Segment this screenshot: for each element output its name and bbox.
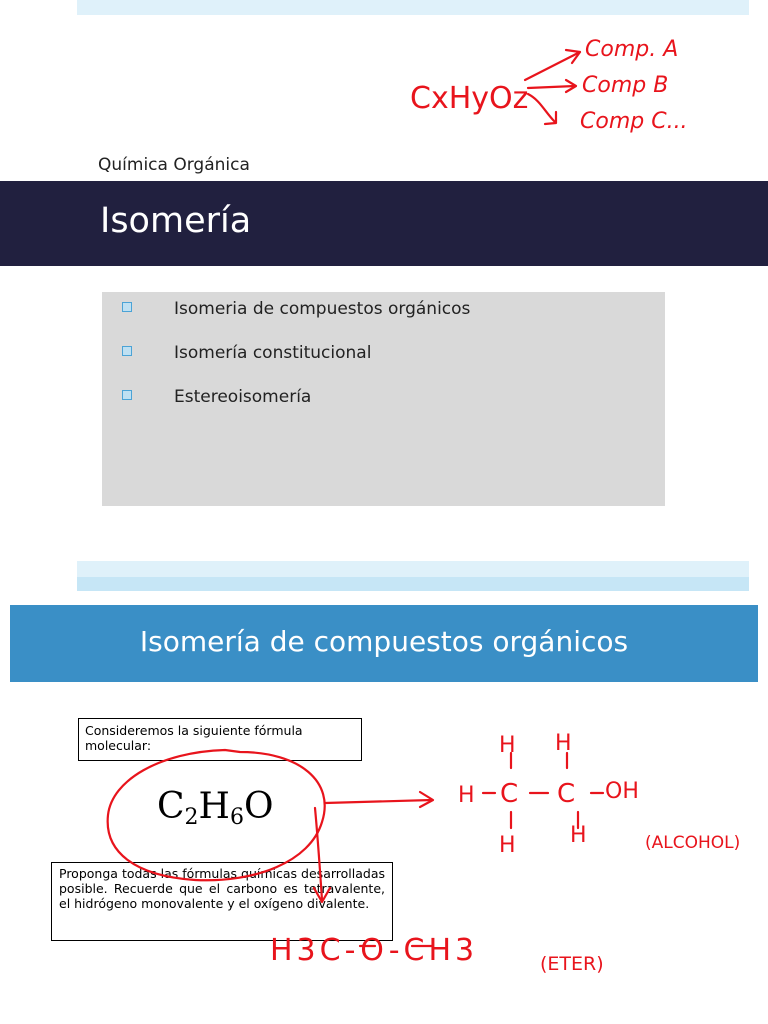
ink-arrow: [528, 86, 575, 88]
agenda-item: [102, 296, 665, 320]
formula-element: H: [198, 786, 230, 827]
intro-textbox: Consideremos la siguiente fórmula molecular:: [78, 718, 362, 761]
slide2-title-bar: [10, 605, 758, 682]
slide2-title: Isomería de compuestos orgánicos: [139, 625, 629, 658]
ink-atom-c: C: [557, 779, 576, 809]
slide1-title-bar: [0, 181, 768, 266]
ink-formula-cxhyoz: CxHyOz: [410, 81, 529, 116]
agenda-item-label: Estereoisomería: [174, 387, 312, 407]
ink-atom-c: C: [500, 779, 519, 809]
agenda-item-label: Isomería constitucional: [174, 343, 372, 363]
formula-subscript: 2: [184, 805, 199, 830]
formula-element: C: [157, 786, 185, 827]
ink-arrowhead: [566, 50, 580, 63]
agenda-box: [102, 292, 665, 506]
ink-ether-label: (ETER): [540, 953, 604, 975]
ink-atom-h: H: [499, 733, 516, 758]
agenda-item: [102, 384, 665, 408]
ink-atom-h: H: [570, 823, 587, 848]
ink-alcohol-label: (ALCOHOL): [645, 833, 741, 853]
ink-ether-formula: H3C-O-CH3: [270, 933, 479, 968]
slide1-title: Isomería: [100, 201, 252, 241]
ink-arrowhead: [545, 112, 556, 124]
slide2-top-band: [77, 561, 749, 577]
instructions-textbox: Proponga todas las fórmulas químicas desarrolladas posible. Recuerde que el carbono es tetravalente, el hidrógeno monovalente y el oxígeno divalente.: [51, 862, 393, 941]
ink-arrowhead: [420, 792, 433, 807]
agenda-item: [102, 340, 665, 364]
slide2-top-band-dark: [77, 577, 749, 591]
ink-arrow: [325, 800, 432, 803]
ink-comp-b: Comp B: [582, 73, 669, 98]
square-bullet-icon: [122, 346, 132, 356]
square-bullet-icon: [122, 302, 132, 312]
molecular-formula: [157, 786, 273, 830]
formula-subscript: 6: [229, 805, 244, 830]
ink-comp-c: Comp C...: [580, 109, 688, 134]
ink-arrow: [528, 94, 555, 122]
ink-atom-h: H: [499, 833, 516, 858]
agenda-item-label: Isomeria de compuestos orgánicos: [174, 299, 471, 319]
ink-arrowhead: [566, 80, 576, 92]
square-bullet-icon: [122, 390, 132, 400]
ink-atom-h: H: [458, 783, 475, 808]
subject-label: Química Orgánica: [98, 155, 250, 175]
ink-arrow: [525, 52, 580, 80]
formula-element: O: [243, 786, 274, 827]
ink-comp-a: Comp. A: [585, 37, 679, 62]
ink-group-oh: OH: [605, 779, 639, 804]
slide1-top-band: [77, 0, 749, 15]
ink-atom-h: H: [555, 731, 572, 756]
